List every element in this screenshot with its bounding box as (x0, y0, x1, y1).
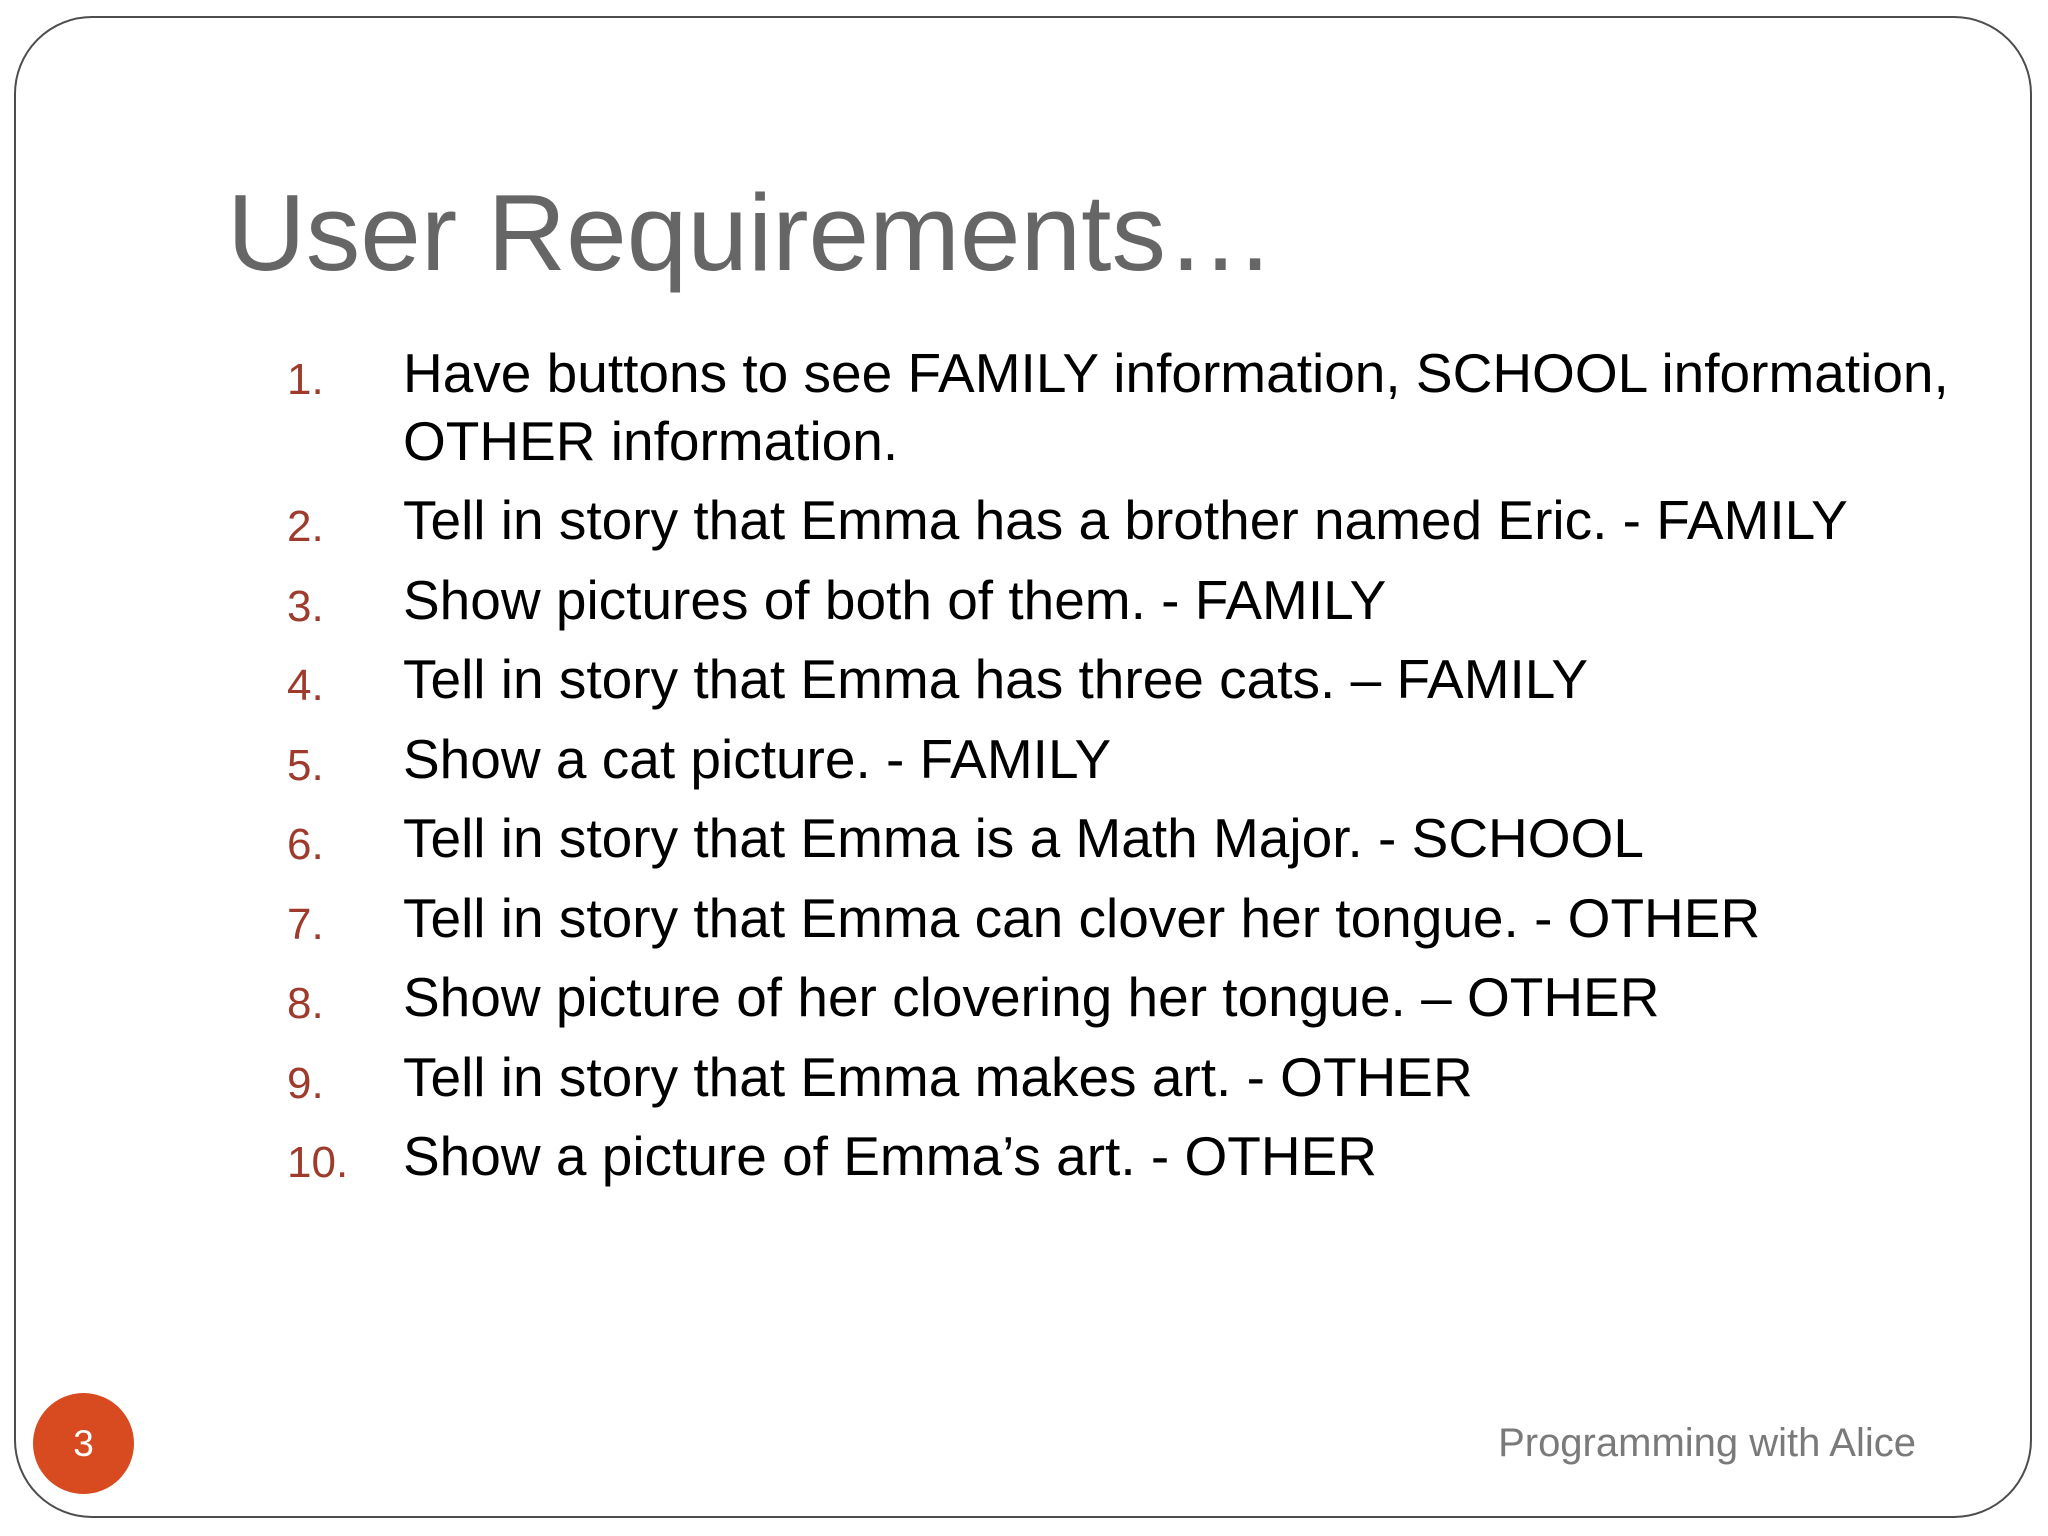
requirement-item-3 (287, 566, 2007, 646)
requirement-number: 5. (287, 741, 324, 790)
requirement-item-5 (287, 725, 2007, 805)
slide-title: User Requirements… (227, 172, 1275, 294)
requirement-text: Show a cat picture. - FAMILY (403, 728, 1112, 790)
requirement-text: Show picture of her clovering her tongue. – OTHER (403, 966, 1660, 1028)
requirement-item-1 (287, 339, 2007, 472)
requirement-number: 1. (287, 355, 324, 404)
requirement-number: 4. (287, 661, 324, 710)
requirement-number: 9. (287, 1059, 324, 1108)
requirement-item-9 (287, 1043, 2007, 1123)
requirement-text: Tell in story that Emma has a brother named Eric. - FAMILY (403, 489, 1848, 551)
requirement-number: 6. (287, 820, 324, 869)
requirement-item-10 (287, 1122, 2007, 1202)
requirement-text: Show a picture of Emma’s art. - OTHER (403, 1125, 1377, 1187)
requirement-number: 2. (287, 502, 324, 551)
requirement-item-4 (287, 645, 2007, 725)
requirement-item-8 (287, 963, 2007, 1043)
requirement-text: Tell in story that Emma can clover her tongue. - OTHER (403, 887, 1761, 949)
requirement-text: Have buttons to see FAMILY information, SCHOOL information, OTHER information. (403, 342, 1949, 472)
slide-number: 3 (73, 1422, 94, 1464)
requirement-item-2 (287, 486, 2007, 566)
requirement-text: Show pictures of both of them. - FAMILY (403, 569, 1387, 631)
requirement-text: Tell in story that Emma makes art. - OTHER (403, 1046, 1473, 1108)
slide-number-badge (33, 1393, 134, 1494)
requirement-number: 3. (287, 582, 324, 631)
requirement-text: Tell in story that Emma is a Math Major. - SCHOOL (403, 807, 1644, 869)
requirement-item-6 (287, 804, 2007, 884)
requirement-number: 8. (287, 979, 324, 1028)
requirement-item-7 (287, 884, 2007, 964)
requirement-number: 10. (287, 1138, 349, 1187)
footer-text: Programming with Alice (1498, 1421, 1916, 1465)
requirement-number: 7. (287, 900, 324, 949)
requirement-text: Tell in story that Emma has three cats. – FAMILY (403, 648, 1588, 710)
